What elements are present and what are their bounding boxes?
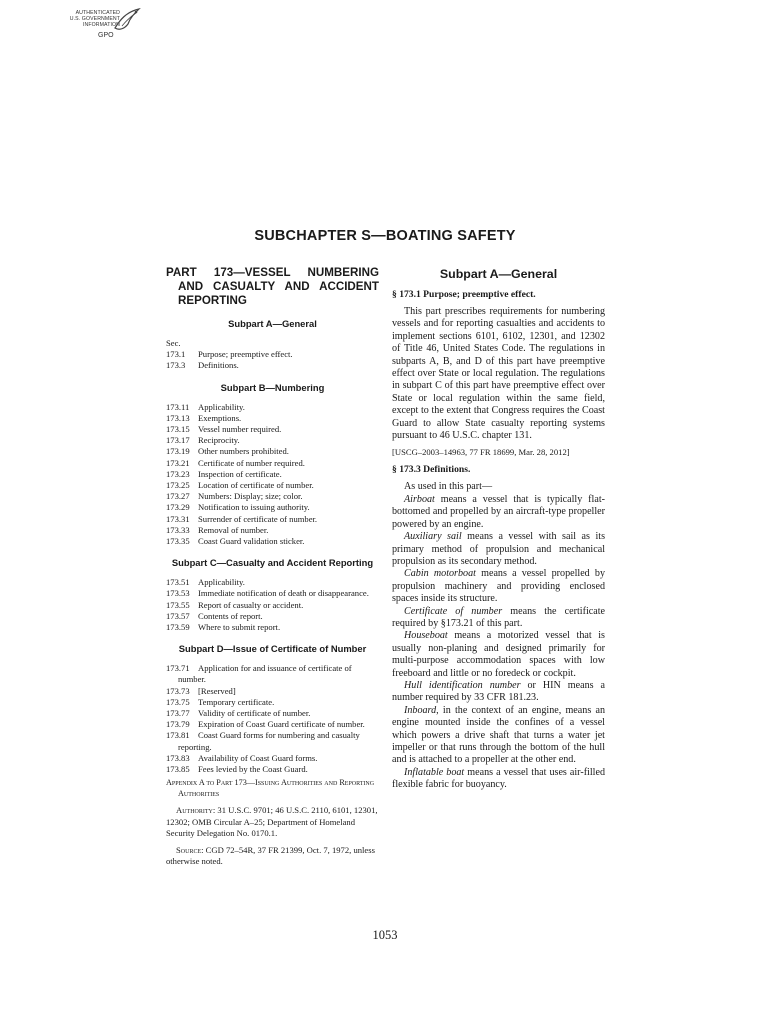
- definition-text: means a vessel with sail as its primary method of propulsion and mechanical propulsion as its secondary method.: [392, 531, 605, 567]
- definition-text: means a motorized vessel that is usually non-planing and designed primarily for multi-purpose accommodation spaces with low freeboard and little or no foredeck or cockpit.: [392, 630, 605, 679]
- definition-term: Airboat: [404, 493, 435, 505]
- toc-item-number: 173.19: [166, 446, 190, 457]
- definition-paragraph: [392, 680, 605, 705]
- toc-item-title: Definitions.: [198, 360, 239, 371]
- toc-item-number: 173.13: [166, 412, 190, 423]
- toc-item-title: Other numbers prohibited.: [198, 446, 289, 457]
- toc-item-title: Removal of number.: [198, 524, 269, 535]
- toc-item: [166, 686, 379, 697]
- definition-paragraph: [392, 606, 605, 631]
- definition-text: means the certificate required by §173.21 of this part.: [392, 605, 606, 629]
- toc-item-number: 173.53: [166, 588, 190, 599]
- toc-item-number: 173.83: [166, 752, 190, 763]
- toc-subpart-d-list: [166, 663, 379, 775]
- definition-paragraph: [392, 767, 605, 792]
- toc-item: [166, 730, 379, 752]
- authority-text: 31 U.S.C. 9701; 46 U.S.C. 2110, 6101, 12301, 12302; OMB Circular A–25; Department of Homeland Security Delegation No. 0170.1.: [166, 805, 378, 838]
- stamp-line: U.S. GOVERNMENT: [69, 16, 120, 22]
- toc-item-number: 173.29: [166, 502, 190, 513]
- toc-item-number: 173.85: [166, 764, 190, 775]
- toc-item-number: 173.31: [166, 513, 190, 524]
- toc-item: [166, 536, 379, 547]
- toc-item-title: Fees levied by the Coast Guard.: [198, 764, 308, 775]
- toc-item-title: Certificate of number required.: [198, 457, 305, 468]
- definition-term: Auxiliary sail: [404, 531, 462, 543]
- left-column: [166, 266, 379, 867]
- toc-item-title: Exemptions.: [198, 412, 242, 423]
- toc-subpart-b-list: [166, 402, 379, 548]
- definition-term: Cabin motorboat: [404, 568, 476, 580]
- definition-term: Hull identification number: [404, 679, 521, 691]
- definition-paragraph: [392, 568, 605, 605]
- section-173-1-citation: [USCG–2003–14963, 77 FR 18699, Mar. 28, 2012]: [392, 447, 570, 458]
- toc-item-title: [Reserved]: [198, 685, 236, 696]
- toc-item-title: Expiration of Coast Guard certificate of number.: [198, 719, 365, 730]
- toc-item: [166, 469, 379, 480]
- toc-item: [166, 611, 379, 622]
- stamp-line: AUTHENTICATED: [75, 10, 120, 16]
- appendix-entry: Appendix A to Part 173—Issuing Authorities and Reporting Authorities: [166, 778, 375, 799]
- toc-item-title: Temporary certificate.: [198, 696, 275, 707]
- toc-item-number: 173.11: [166, 401, 190, 412]
- authority-lead: Authority:: [176, 805, 216, 816]
- toc-item-number: 173.3: [166, 360, 186, 371]
- toc-item: [166, 491, 379, 502]
- definition-text: means a vessel propelled by propulsion machinery and providing enclosed spaces inside its structure.: [392, 568, 606, 605]
- definitions-intro: As used in this part—: [404, 481, 493, 493]
- stamp-line: INFORMATION: [82, 22, 120, 28]
- toc-subpart-a-heading: Subpart A—General: [228, 318, 317, 329]
- source-text: CGD 72–54R, 37 FR 21399, Oct. 7, 1972, unless otherwise noted.: [166, 844, 375, 867]
- definition-text: means a vessel that uses air-filled flexible fabric for buoyancy.: [392, 766, 606, 791]
- toc-item-title: Availability of Coast Guard forms.: [198, 752, 318, 763]
- toc-item: [166, 622, 379, 633]
- toc-item-title: Coast Guard forms for numbering and casualty reporting.: [178, 730, 360, 752]
- toc-item-title: Immediate notification of death or disappearance.: [198, 588, 369, 599]
- definition-text: in the context of an engine, means an engine mounted inside the confines of a vessel which powers a drive shaft that turns a water jet impeller or that runs through the bottom of the hull and is attached to a propeller at the other end.: [392, 704, 605, 766]
- toc-item-number: 173.23: [166, 468, 190, 479]
- toc-item-number: 173.81: [166, 730, 190, 741]
- section-173-1-text: This part prescribes requirements for numbering vessels and for reporting casualties and accidents to implement sections 6101, 6102, 12301, and 12302 of Title 46, United States Code. The regulations in subparts A, B, and D of this part have preemptive effect over State or local regulation. The regulations in subpart C of this part have preemptive effect over State or local regulation within the same field, except to the extent that Congress requires the Coast Guard to allow State casualty reporting systems pursuant to 46 U.S.C. chapter 131.: [392, 306, 605, 442]
- toc-subpart-a-list: [166, 349, 379, 371]
- gpo-mark: GPO: [98, 32, 114, 39]
- definitions-list: [392, 494, 605, 792]
- toc-item: [166, 446, 379, 457]
- toc-item-title: Numbers: Display; size; color.: [198, 491, 303, 502]
- definition-paragraph: [392, 531, 605, 568]
- toc-item-title: Report of casualty or accident.: [198, 599, 304, 610]
- definition-term: Inflatable boat: [404, 766, 465, 778]
- toc-item: [166, 514, 379, 525]
- subchapter-title: SUBCHAPTER S—BOATING SAFETY: [254, 228, 516, 244]
- toc-item-title: Vessel number required.: [198, 424, 282, 435]
- toc-item: [166, 719, 379, 730]
- toc-item-title: Coast Guard validation sticker.: [198, 536, 305, 547]
- toc-item: [166, 663, 379, 685]
- gpo-authentication-stamp: [58, 6, 142, 46]
- toc-item: [166, 600, 379, 611]
- toc-item-number: 173.25: [166, 480, 190, 491]
- toc-item-number: 173.75: [166, 696, 190, 707]
- source-lead: Source:: [176, 844, 204, 855]
- toc-item-number: 173.35: [166, 536, 190, 547]
- toc-subpart-d-heading: Subpart D—Issue of Certificate of Number: [178, 643, 367, 655]
- toc-item: [166, 402, 379, 413]
- toc-item-title: Reciprocity.: [198, 435, 240, 446]
- toc-item-number: 173.33: [166, 524, 190, 535]
- definition-term: Houseboat: [404, 630, 448, 642]
- toc-item: [166, 753, 379, 764]
- toc-item: [166, 480, 379, 491]
- toc-item-title: Purpose; preemptive effect.: [198, 349, 293, 360]
- toc-item: [166, 502, 379, 513]
- toc-item-title: Where to submit report.: [198, 622, 281, 633]
- authority-note: [166, 805, 379, 839]
- section-173-3-heading: § 173.3 Definitions.: [392, 464, 471, 476]
- toc-sec-label: Sec.: [166, 338, 181, 348]
- toc-subpart-b-heading: Subpart B—Numbering: [220, 381, 325, 393]
- toc-item: [166, 708, 379, 719]
- toc-item-number: 173.73: [166, 685, 190, 696]
- toc-item-number: 173.27: [166, 491, 190, 502]
- toc-subpart-c-heading: Subpart C—Casualty and Accident Reporting: [171, 557, 374, 569]
- right-column: [392, 266, 605, 792]
- toc-item: [166, 458, 379, 469]
- toc-item: [166, 525, 379, 536]
- definition-paragraph: [392, 705, 605, 767]
- toc-item: [166, 349, 379, 360]
- definition-paragraph: [392, 630, 605, 680]
- toc-item-number: 173.71: [166, 663, 190, 674]
- section-173-1-heading: § 173.1 Purpose; preemptive effect.: [392, 289, 536, 300]
- subpart-a-heading: Subpart A—General: [439, 267, 558, 281]
- toc-item: [166, 577, 379, 588]
- source-note: [166, 845, 379, 867]
- toc-item-title: Validity of certificate of number.: [198, 708, 311, 719]
- toc-item-number: 173.59: [166, 622, 190, 633]
- definition-term: Inboard,: [404, 704, 439, 716]
- toc-item: [166, 588, 379, 599]
- toc-item-title: Applicability.: [198, 401, 245, 412]
- toc-item: [166, 435, 379, 446]
- definition-text: or HIN means a number required by 33 CFR 181.23.: [392, 679, 605, 704]
- toc-item: [166, 424, 379, 435]
- toc-item-number: 173.17: [166, 435, 190, 446]
- toc-subpart-c-list: [166, 577, 379, 633]
- toc-item-number: 173.55: [166, 599, 190, 610]
- toc-item-number: 173.1: [166, 349, 186, 360]
- toc-item-number: 173.79: [166, 719, 190, 730]
- definition-term: Certificate of number: [404, 605, 503, 617]
- toc-item: [166, 764, 379, 775]
- toc-item: [166, 413, 379, 424]
- toc-item-title: Location of certificate of number.: [198, 480, 314, 491]
- stamp-text: [58, 10, 120, 28]
- toc-item-number: 173.57: [166, 610, 190, 621]
- toc-item-number: 173.21: [166, 457, 190, 468]
- toc-item-title: Application for and issuance of certificate of number.: [178, 663, 352, 685]
- part-title: PART 173—VESSEL NUMBERING AND CASUALTY AND ACCIDENT REPORTING: [166, 266, 379, 307]
- page-number: 1053: [372, 928, 398, 942]
- toc-item-title: Surrender of certificate of number.: [198, 513, 318, 524]
- toc-item: [166, 697, 379, 708]
- toc-item-number: 173.77: [166, 708, 190, 719]
- toc-item-title: Notification to issuing authority.: [198, 502, 310, 513]
- eagle-logo-icon: [112, 6, 142, 36]
- toc-item-title: Inspection of certificate.: [198, 468, 282, 479]
- toc-item-number: 173.15: [166, 424, 190, 435]
- definition-text: means a vessel that is typically flat-bottomed and propelled by an aircraft-type propeller powered by an engine.: [392, 493, 605, 530]
- toc-item-number: 173.51: [166, 577, 190, 588]
- definition-paragraph: [392, 494, 605, 531]
- toc-item-title: Applicability.: [198, 577, 245, 588]
- toc-item-title: Contents of report.: [198, 610, 263, 621]
- toc-item: [166, 360, 379, 371]
